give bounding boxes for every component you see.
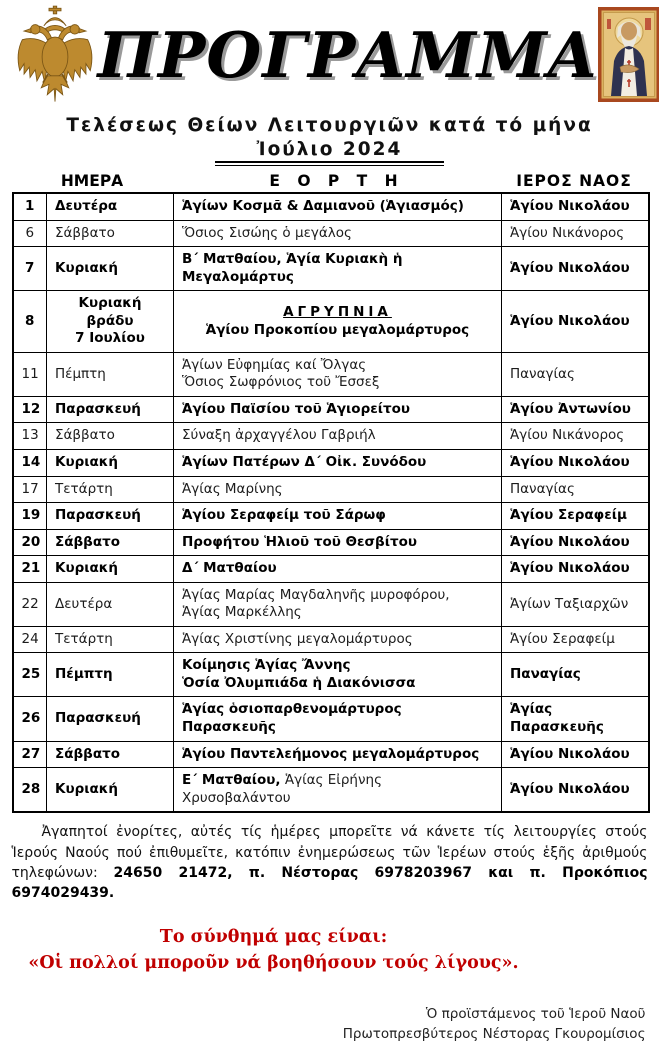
table-row <box>13 291 649 353</box>
cell-day: Τετάρτη <box>47 476 174 503</box>
schedule-table-body <box>13 193 649 812</box>
table-row <box>13 193 649 220</box>
column-header-feast: Ε Ο Ρ Τ Η <box>269 172 404 190</box>
cell-date: 26 <box>13 697 47 741</box>
cell-date: 21 <box>13 556 47 583</box>
cell-church: Ἁγίου Νικολάου <box>502 556 649 583</box>
cell-feast: Προφήτου Ἡλιοῦ τοῦ Θεσβίτου <box>174 529 502 556</box>
cell-feast: Ἁγίων Πατέρων Δ΄ Οἰκ. Συνόδου <box>174 450 502 477</box>
slogan <box>12 925 536 976</box>
cell-date: 25 <box>13 653 47 697</box>
table-row <box>13 476 649 503</box>
cell-church: Ἁγίου Ἀντωνίου <box>502 396 649 423</box>
page-title: ΠΡΟΓΡΑΜΜΑ <box>97 18 598 92</box>
column-header-day: ΗΜΕΡΑ <box>60 172 124 190</box>
slogan-line-2: «Οἱ πολλοί μποροῦν νά βοηθήσουν τούς λίγους». <box>28 952 519 973</box>
cell-feast: Κοίμησις Ἁγίας Ἄννης Ὁσία Ὀλυμπιάδα ἡ Διακόνισσα <box>174 653 502 697</box>
cell-day: Πέμπτη <box>47 653 174 697</box>
table-row <box>13 741 649 768</box>
table-row <box>13 653 649 697</box>
cell-church: Παναγίας <box>502 653 649 697</box>
cell-date: 19 <box>13 503 47 530</box>
table-row <box>13 556 649 583</box>
cell-feast: Ἁγίου Παϊσίου τοῦ Ἁγιορείτου <box>174 396 502 423</box>
cell-day: Σάββατο <box>47 423 174 450</box>
schedule-table <box>12 192 650 813</box>
double-headed-eagle-icon <box>12 5 98 107</box>
cell-feast: Ὅσιος Σισώης ὁ μεγάλος <box>174 220 502 247</box>
month-year: Ἰούλιο 2024 <box>215 139 445 163</box>
cell-date: 14 <box>13 450 47 477</box>
cell-feast: Ἁγίου Σεραφείμ τοῦ Σάρωφ <box>174 503 502 530</box>
table-row <box>13 529 649 556</box>
cell-date: 1 <box>13 193 47 220</box>
cell-day: Κυριακή <box>47 768 174 813</box>
cell-day: Κυριακή βράδυ 7 Ιουλίου <box>47 291 174 353</box>
cell-church: Ἁγίου Νικολάου <box>502 450 649 477</box>
cell-date: 6 <box>13 220 47 247</box>
cell-day: Σάββατο <box>47 741 174 768</box>
cell-feast: Σύναξη ἀρχαγγέλου Γαβριήλ <box>174 423 502 450</box>
cell-church: Ἁγίου Νικολάου <box>502 741 649 768</box>
cell-church: Ἁγίας Παρασκευῆς <box>502 697 649 741</box>
cell-church: Ἁγίου Νικολάου <box>502 291 649 353</box>
cell-day: Κυριακή <box>47 247 174 291</box>
cell-church: Ἁγίου Νικάνορος <box>502 220 649 247</box>
saint-seraphim-icon <box>598 7 659 102</box>
cell-day: Δευτέρα <box>47 193 174 220</box>
table-row <box>13 768 649 813</box>
cell-date: 28 <box>13 768 47 813</box>
cell-day: Πέμπτη <box>47 352 174 396</box>
cell-feast: Β΄ Ματθαίου, Ἁγία Κυριακὴ ἡ Μεγαλομάρτυς <box>174 247 502 291</box>
table-row <box>13 352 649 396</box>
notice-phone-numbers: 24650 21472, π. Νέστορας 6978203967 και π. Προκόπιος 6974029439. <box>11 864 648 902</box>
signature <box>12 1004 648 1045</box>
column-header-church: ΙΕΡΟΣ ΝΑΟΣ <box>516 172 632 190</box>
cell-church: Ἁγίου Νικολάου <box>502 193 649 220</box>
cell-feast: ΑΓΡΥΠΝΙΑ Ἁγίου Προκοπίου μεγαλομάρτυρος <box>174 291 502 353</box>
cell-church: Ἁγίου Νικάνορος <box>502 423 649 450</box>
cell-day: Τετάρτη <box>47 626 174 653</box>
cell-church: Ἁγίου Σεραφείμ <box>502 503 649 530</box>
header <box>12 5 648 109</box>
cell-day: Παρασκευή <box>47 697 174 741</box>
cell-feast: Ἁγίας Μαρίας Μαγδαληνῆς μυροφόρου, Ἁγίας Μαρκέλλης <box>174 582 502 626</box>
cell-date: 12 <box>13 396 47 423</box>
notice <box>12 822 648 903</box>
cell-feast: Δ΄ Ματθαίου <box>174 556 502 583</box>
program-page <box>2 0 658 1043</box>
table-row <box>13 220 649 247</box>
cell-feast: Ἁγίου Παντελεήμονος μεγαλομάρτυρος <box>174 741 502 768</box>
cell-church: Ἁγίων Ταξιαρχῶν <box>502 582 649 626</box>
cell-date: 11 <box>13 352 47 396</box>
table-row <box>13 697 649 741</box>
table-row <box>13 626 649 653</box>
cell-date: 7 <box>13 247 47 291</box>
cell-feast: Ἁγίας Χριστίνης μεγαλομάρτυρος <box>174 626 502 653</box>
table-row <box>13 582 649 626</box>
cell-feast: Ἁγίων Εὐφημίας καί Ὄλγας Ὅσιος Σωφρόνιος τοῦ Ἔσσεξ <box>174 352 502 396</box>
cell-feast: Ε΄ Ματθαίου, Ἁγίας Εἰρήνης Χρυσοβαλάντου <box>174 768 502 813</box>
cell-date: 20 <box>13 529 47 556</box>
cell-church: Ἁγίου Νικολάου <box>502 529 649 556</box>
signature-role: Ὁ προϊστάμενος τοῦ Ἱεροῦ Ναοῦ <box>425 1006 646 1023</box>
cell-day: Δευτέρα <box>47 582 174 626</box>
table-row <box>13 396 649 423</box>
column-headers <box>12 172 648 190</box>
signature-name: Πρωτοπρεσβύτερος Νέστορας Γκουρομίσιος <box>342 1026 646 1043</box>
cell-church: Ἁγίου Νικολάου <box>502 247 649 291</box>
month-row <box>12 139 648 166</box>
cell-day: Παρασκευή <box>47 396 174 423</box>
table-row <box>13 503 649 530</box>
cell-day: Παρασκευή <box>47 503 174 530</box>
table-row <box>13 450 649 477</box>
cell-feast: Ἁγίων Κοσμᾶ & Δαμιανοῦ (Ἁγιασμός) <box>174 193 502 220</box>
cell-feast: Ἁγίας Μαρίνης <box>174 476 502 503</box>
cell-feast: Ἁγίας ὁσιοπαρθενομάρτυρος Παρασκευῆς <box>174 697 502 741</box>
cell-day: Κυριακή <box>47 556 174 583</box>
cell-church: Ἁγίου Νικολάου <box>502 768 649 813</box>
cell-day: Σάββατο <box>47 529 174 556</box>
cell-church: Ἁγίου Σεραφείμ <box>502 626 649 653</box>
cell-date: 17 <box>13 476 47 503</box>
slogan-line-1: Το σύνθημά μας είναι: <box>159 927 388 948</box>
month-underline <box>215 139 445 166</box>
cell-date: 22 <box>13 582 47 626</box>
cell-church: Παναγίας <box>502 476 649 503</box>
notice-text: Ἀγαπητοί ἐνορίτες, αὐτές τίς ἡμέρες μπορεῖτε νά κάνετε τίς λειτουργίες στούς Ἱερούς Ναούς πού ἐπιθυμεῖτε, κατόπιν ἐνημερώσεως τῶν Ἱερέων στούς ἑξῆς ἀριθμούς τηλεφώνων: <box>11 824 648 881</box>
cell-date: 8 <box>13 291 47 353</box>
cell-date: 13 <box>13 423 47 450</box>
subtitle: Τελέσεως Θείων Λειτουργιῶν κατά τό μήνα <box>66 115 593 136</box>
table-row <box>13 247 649 291</box>
cell-date: 24 <box>13 626 47 653</box>
cell-day: Σάββατο <box>47 220 174 247</box>
table-row <box>13 423 649 450</box>
cell-date: 27 <box>13 741 47 768</box>
cell-day: Κυριακή <box>47 450 174 477</box>
cell-church: Παναγίας <box>502 352 649 396</box>
